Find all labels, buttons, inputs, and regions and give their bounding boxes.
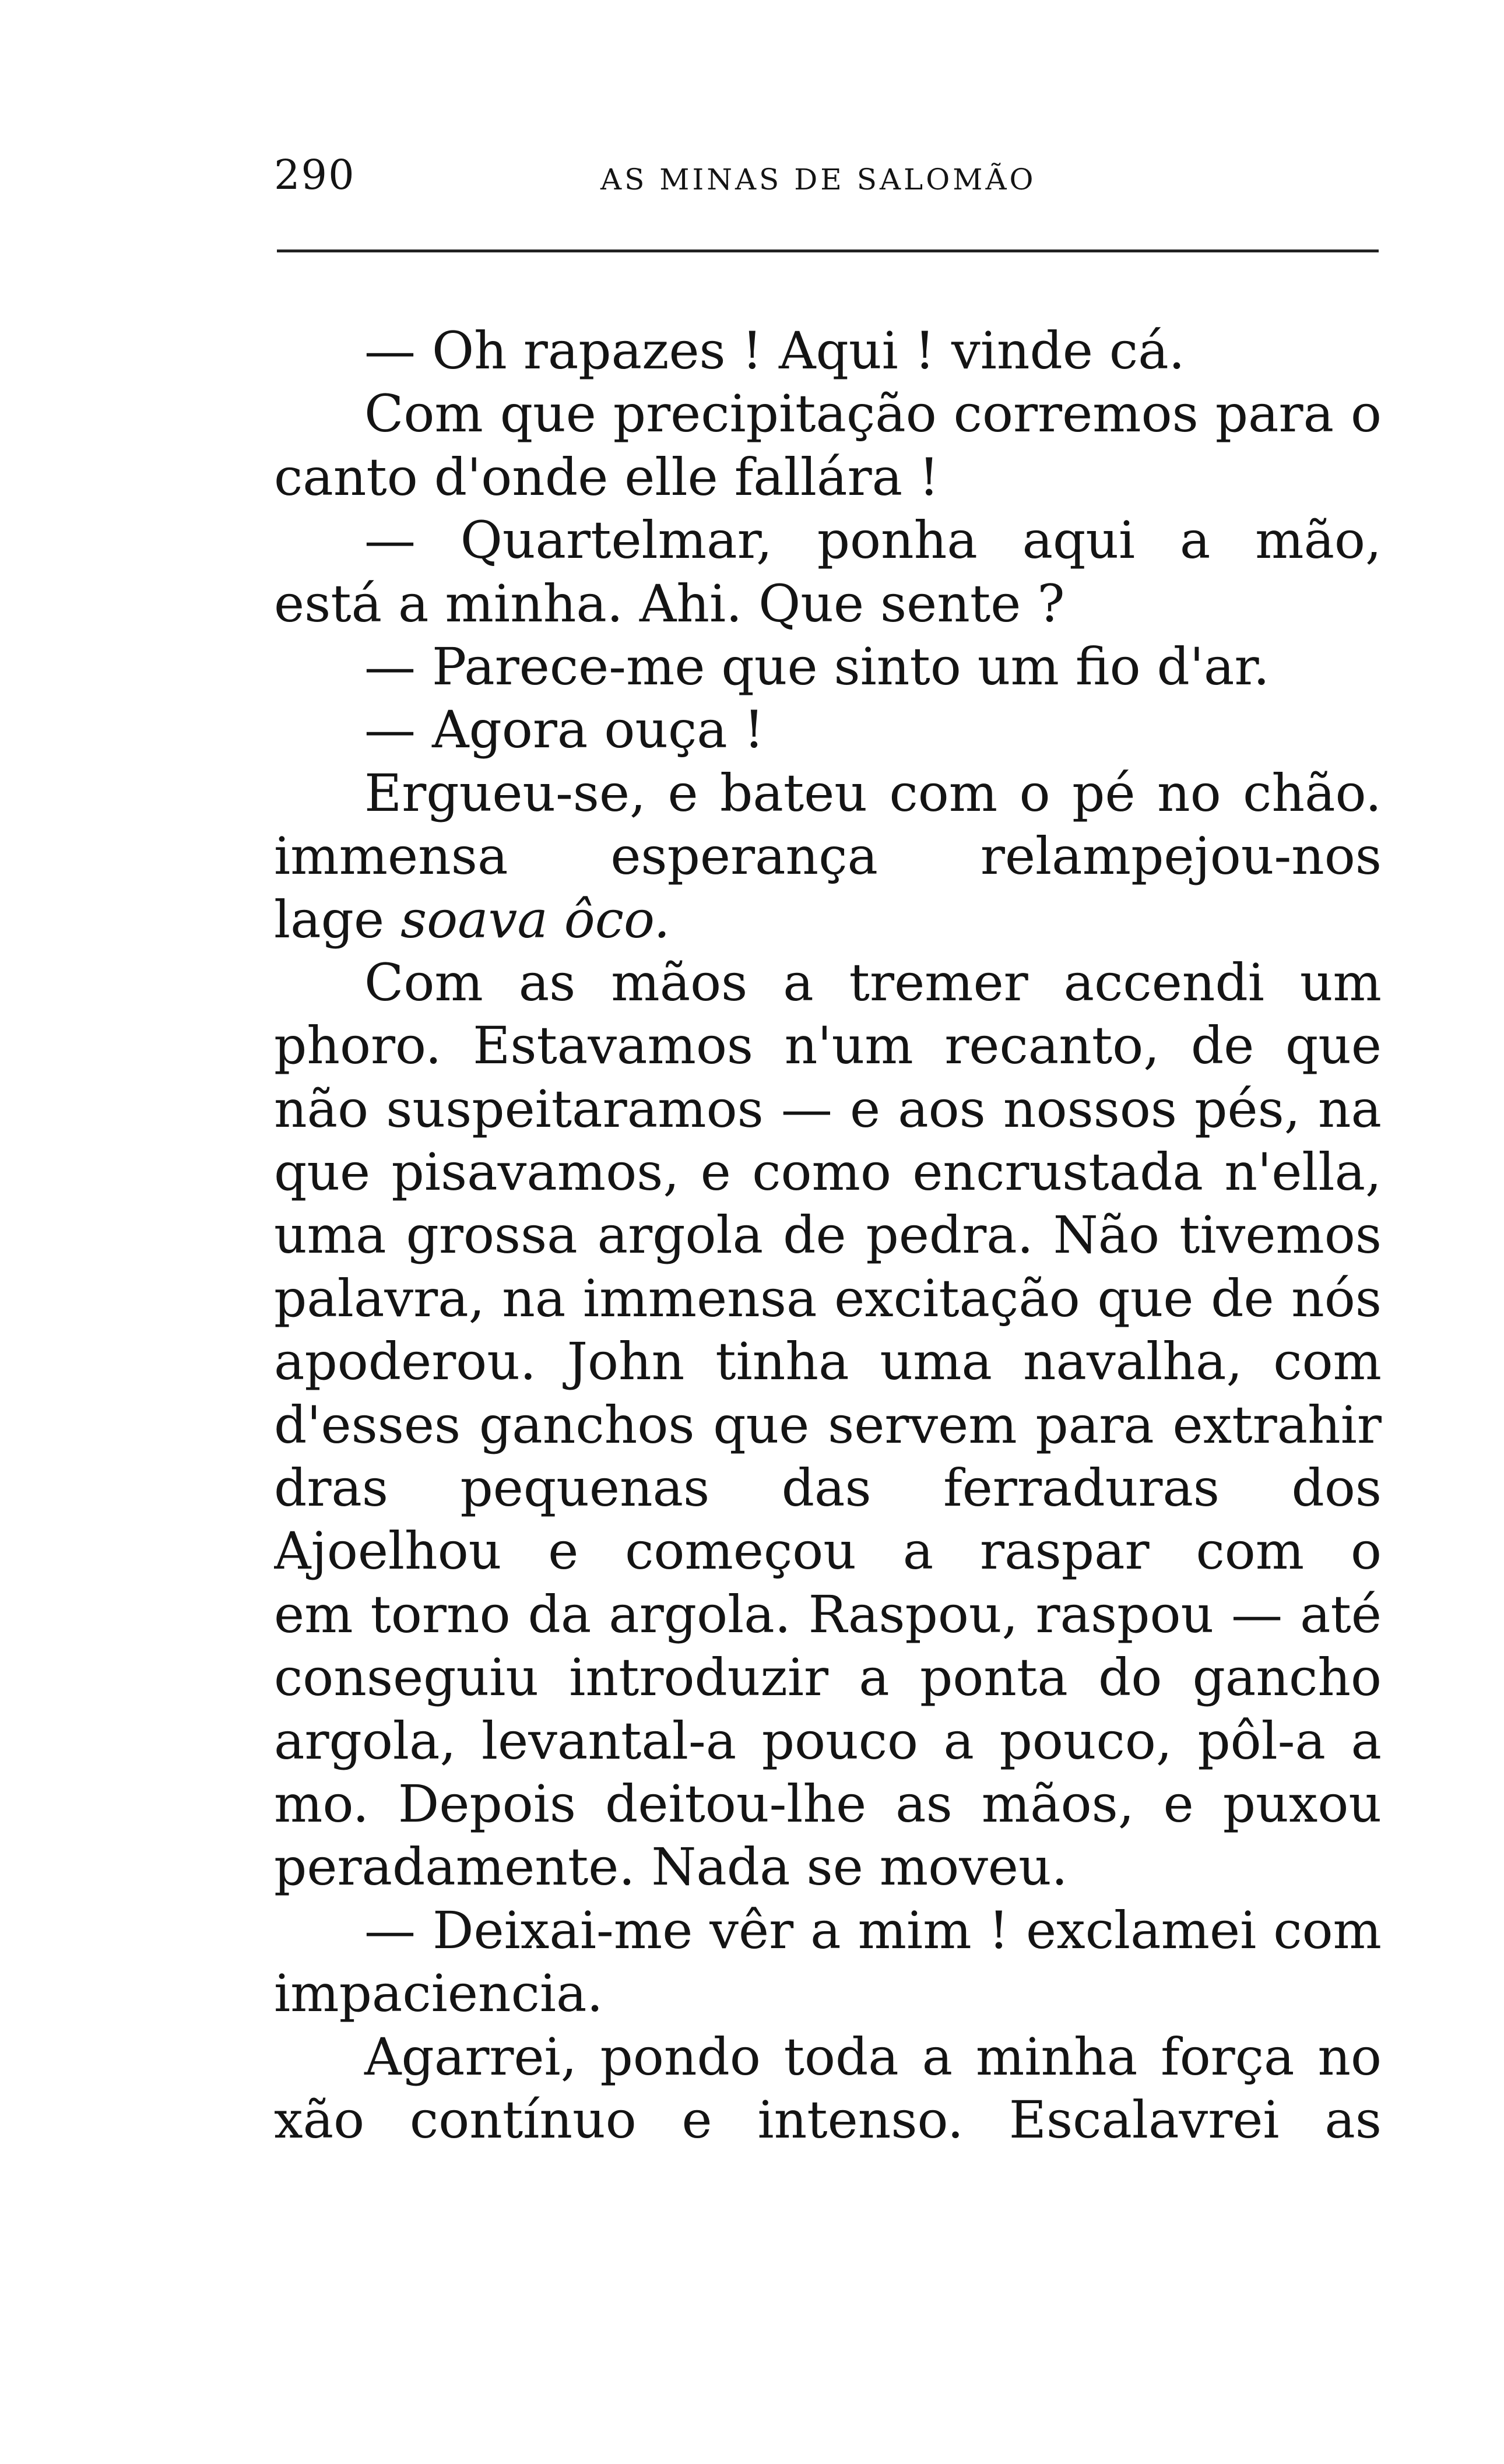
- text-line: conseguiu introduzir a ponta do gancho: [274, 1647, 1382, 1708]
- italic-phrase: soava ôco.: [400, 889, 670, 950]
- text-line: Ajoelhou e começou a raspar com o: [274, 1521, 1382, 1581]
- text-line: phoro. Estavamos n'um recanto, de que: [274, 1015, 1382, 1076]
- text-line: — Deixai-me vêr a mim ! exclamei com: [364, 1900, 1382, 1960]
- text-line: argola, levantal-a pouco a pouco, pôl-a a: [274, 1710, 1382, 1771]
- text-line: Com que precipitação corremos para o: [364, 384, 1382, 444]
- text-line: mo. Depois deitou-lhe as mãos, e puxou: [274, 1773, 1382, 1834]
- text-fragment: lage: [274, 889, 385, 950]
- text-line: d'esses ganchos que servem para extrahir: [274, 1394, 1382, 1455]
- text-line: [274, 888, 1382, 951]
- text-line: está a minha. Ahi. Que sente ?: [274, 573, 1065, 634]
- text-line: que pisavamos, e como encrustada n'ella,: [274, 1142, 1382, 1203]
- text-line: — Oh rapazes ! Aqui ! vinde cá.: [364, 321, 1185, 381]
- text-line: — Quartelmar, ponha aqui a mão,: [364, 510, 1382, 571]
- text-line: immensa esperança relampejou-nos: [274, 826, 1382, 887]
- text-line: Com as mãos a tremer accendi um: [364, 952, 1382, 1013]
- text-line: Agarrei, pondo toda a minha força no: [364, 2026, 1382, 2087]
- header-rule: [277, 249, 1379, 252]
- text-line: não suspeitaramos — e aos nossos pés, na: [274, 1078, 1382, 1139]
- text-line: Ergueu-se, e bateu com o pé no chão.: [364, 762, 1382, 823]
- text-line: — Parece-me que sinto um fio d'ar.: [364, 636, 1270, 697]
- text-line: dras pequenas das ferraduras dos: [274, 1458, 1382, 1519]
- text-line: — Agora ouça !: [364, 700, 765, 760]
- text-line: palavra, na immensa excitação que de nós: [274, 1268, 1382, 1328]
- text-line: uma grossa argola de pedra. Não tivemos: [274, 1205, 1382, 1266]
- body-text: [274, 319, 1382, 2152]
- text-line: xão contínuo e intenso. Escalavrei as: [274, 2089, 1382, 2150]
- text-line: canto d'onde elle fallára !: [274, 447, 940, 507]
- page-number: 290: [274, 151, 356, 199]
- text-line: apoderou. John tinha uma navalha, com: [274, 1331, 1382, 1392]
- text-line: peradamente. Nada se moveu.: [274, 1837, 1068, 1897]
- text-line: em torno da argola. Raspou, raspou — até: [274, 1584, 1382, 1644]
- running-title: AS MINAS DE SALOMÃO: [600, 163, 1036, 196]
- text-line: impaciencia.: [274, 1963, 603, 2024]
- page-header: [274, 140, 1382, 210]
